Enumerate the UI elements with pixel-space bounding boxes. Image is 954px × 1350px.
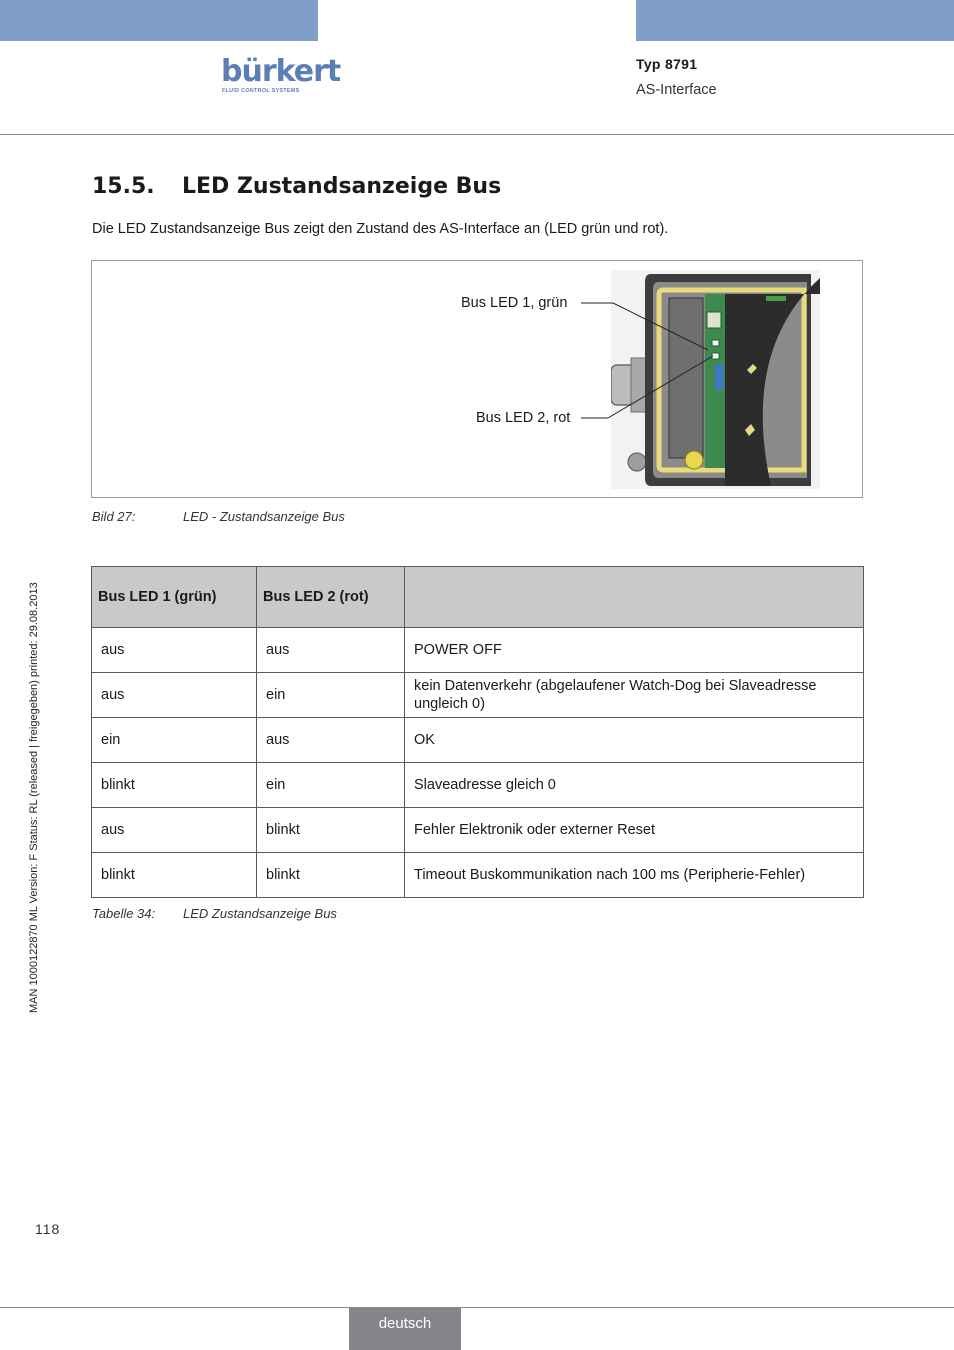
cell-meaning: Fehler Elektronik oder externer Reset xyxy=(405,808,864,853)
footer-divider xyxy=(0,1307,954,1308)
header-bar-left xyxy=(0,0,318,41)
header-description xyxy=(405,567,864,628)
led-status-table xyxy=(91,566,864,898)
figure-caption-text: LED - Zustandsanzeige Bus xyxy=(183,509,345,524)
cell-led2: ein xyxy=(257,673,405,718)
green-strip xyxy=(766,296,786,301)
doc-type: Typ 8791 xyxy=(636,56,698,72)
screw-head xyxy=(685,451,703,469)
callout-line-led2-leader xyxy=(608,356,713,418)
brand-logo xyxy=(221,54,341,97)
cell-led2: aus xyxy=(257,628,405,673)
table-row xyxy=(92,628,864,673)
brand-tagline: FLUID CONTROL SYSTEMS xyxy=(222,88,300,94)
figure-caption xyxy=(92,509,345,524)
table-caption-label: Tabelle 34: xyxy=(92,906,156,921)
section-heading xyxy=(92,174,501,199)
cell-meaning: OK xyxy=(405,718,864,763)
figure-caption-label: Bild 27: xyxy=(92,509,136,524)
cell-led2: blinkt xyxy=(257,853,405,898)
table-caption-text: LED Zustandsanzeige Bus xyxy=(183,906,337,921)
intro-paragraph: Die LED Zustandsanzeige Bus zeigt den Zustand des AS-Interface an (LED grün und rot). xyxy=(92,221,669,237)
table-row xyxy=(92,718,864,763)
doc-subtitle: AS-Interface xyxy=(636,82,717,98)
table-header-row xyxy=(92,567,864,628)
cell-led1: blinkt xyxy=(92,853,257,898)
document-version-note: MAN 1000122870 ML Version: F Status: RL (released | freigegeben) printed: 29.08.2013 xyxy=(28,582,40,1013)
cell-led1: aus xyxy=(92,673,257,718)
cable-gland xyxy=(628,453,646,471)
cell-led2: aus xyxy=(257,718,405,763)
header-bus-led-1: Bus LED 1 (grün) xyxy=(92,567,257,628)
brand-name: bürkert xyxy=(221,54,341,89)
header-divider xyxy=(0,134,954,135)
table-row xyxy=(92,673,864,718)
cell-led1: aus xyxy=(92,808,257,853)
callout-bus-led-1: Bus LED 1, grün xyxy=(461,295,568,311)
table-row xyxy=(92,763,864,808)
cell-led2: blinkt xyxy=(257,808,405,853)
cell-led1: ein xyxy=(92,718,257,763)
cell-meaning: Timeout Buskommunikation nach 100 ms (Peripherie-Fehler) xyxy=(405,853,864,898)
cell-meaning: Slaveadresse gleich 0 xyxy=(405,763,864,808)
language-tab: deutsch xyxy=(349,1308,461,1350)
page-number: 118 xyxy=(35,1221,61,1237)
section-number: 15.5. xyxy=(92,174,155,199)
table-caption xyxy=(92,906,337,921)
table-row xyxy=(92,853,864,898)
callout-bus-led-2: Bus LED 2, rot xyxy=(476,410,571,426)
header-bus-led-2: Bus LED 2 (rot) xyxy=(257,567,405,628)
cell-meaning: kein Datenverkehr (abgelaufener Watch-Dog bei Slaveadresse ungleich 0) xyxy=(405,673,864,718)
table-row xyxy=(92,808,864,853)
cell-led1: blinkt xyxy=(92,763,257,808)
cell-meaning: POWER OFF xyxy=(405,628,864,673)
cell-led2: ein xyxy=(257,763,405,808)
section-title: LED Zustandsanzeige Bus xyxy=(182,174,502,199)
callout-line-led1-leader xyxy=(613,303,708,350)
callout-lines xyxy=(578,296,718,426)
header-bar-right xyxy=(636,0,954,41)
cell-led1: aus xyxy=(92,628,257,673)
